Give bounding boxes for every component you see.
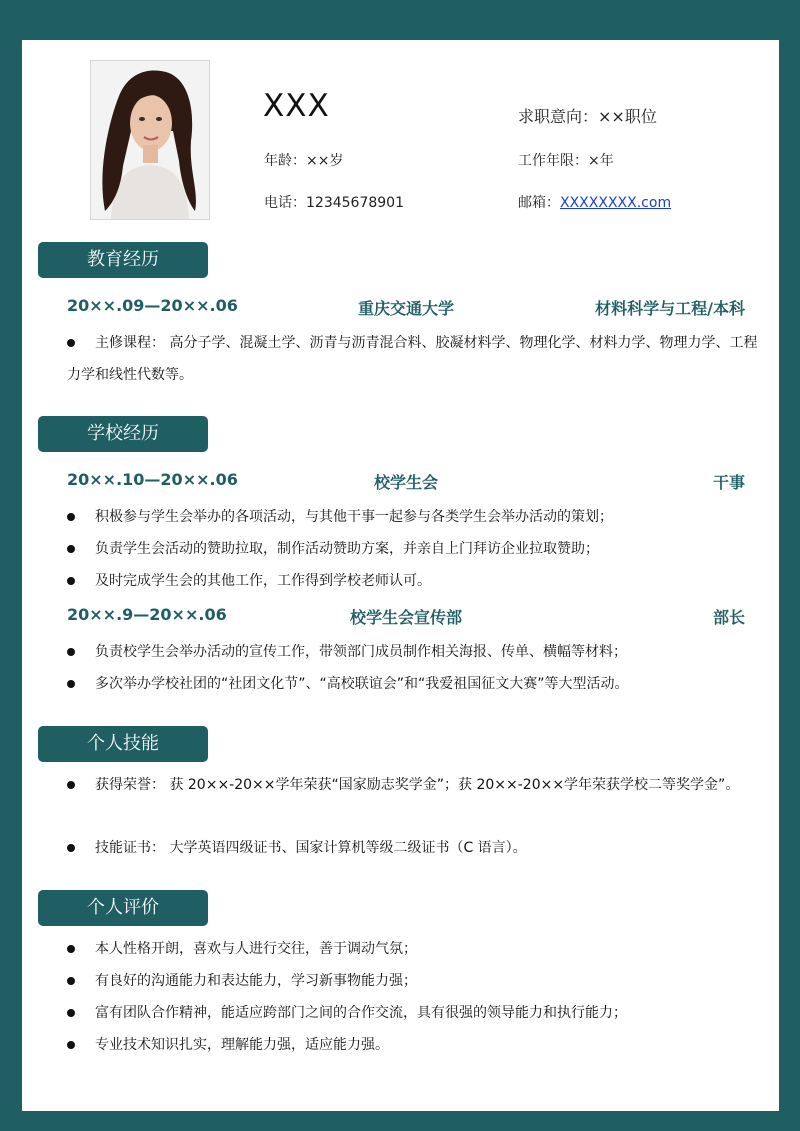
list-item: 及时完成学生会的其他工作，工作得到学校老师认可。: [67, 565, 767, 597]
list-item: 有良好的沟通能力和表达能力，学习新事物能力强；: [67, 965, 767, 997]
entry-role: 材料科学与工程/本科: [595, 299, 745, 318]
entry-role: 部长: [712, 608, 745, 627]
list-item: 主修课程： 高分子学、混凝土学、沥青与沥青混合料、胶凝材料学、物理化学、材料力学、物理力学、工程力学和线性代数等。: [67, 335, 758, 383]
entry-role: 干事: [712, 473, 745, 492]
list-item: 多次举办学校社团的“社团文化节”、“高校联谊会”和“我爱祖国征文大赛”等大型活动。: [67, 668, 767, 700]
section-header-evaluation: 个人评价: [38, 890, 208, 926]
list-item: 负责学生会活动的赞助拉取，制作活动赞助方案，并亲自上门拜访企业拉取赞助；: [67, 533, 767, 565]
list-item: 负责校学生会举办活动的宣传工作，带领部门成员制作相关海报、传单、横幅等材料；: [67, 636, 767, 668]
list-item: 本人性格开朗，喜欢与人进行交往，善于调动气氛；: [67, 933, 767, 965]
section-header-skills: 个人技能: [38, 726, 208, 762]
portrait-image: [91, 61, 209, 219]
bullet-icon: [67, 339, 75, 347]
age-field: 年龄：××岁: [264, 153, 344, 169]
entry-organization: 校学生会: [373, 473, 438, 492]
section-header-education: 教育经历: [38, 242, 208, 278]
list-item: 专业技术知识扎实，理解能力强，适应能力强。: [67, 1029, 767, 1061]
bullet-icon: [67, 945, 75, 953]
bullet-icon: [67, 545, 75, 553]
list-item: 富有团队合作精神，能适应跨部门之间的合作交流，具有很强的领导能力和执行能力；: [67, 997, 767, 1029]
entry-date: 20××.9—20××.06: [67, 605, 227, 624]
bullet-icon: [67, 513, 75, 521]
email-label: 邮箱：: [518, 195, 560, 211]
school-entry-2: [67, 605, 745, 627]
email-field: [518, 192, 671, 212]
work-years-field: 工作年限：×年: [518, 153, 614, 169]
bullet-icon: [67, 648, 75, 656]
bullet-icon: [67, 781, 75, 789]
bullet-icon: [67, 577, 75, 585]
bullet-icon: [67, 977, 75, 985]
job-intent-field: 求职意向：××职位: [518, 107, 657, 126]
bullet-icon: [67, 1009, 75, 1017]
phone-field: 电话：12345678901: [264, 195, 404, 211]
resume-page: [22, 40, 779, 1111]
candidate-name: XXX: [263, 88, 330, 124]
list-item: 获得荣誉： 获 20××-20××学年荣获“国家励志奖学金”；获 20××-20××学年荣获学校二等奖学金”。: [67, 769, 767, 801]
list-item: 积极参与学生会举办的各项活动，与其他干事一起参与各类学生会举办活动的策划；: [67, 501, 767, 533]
email-link[interactable]: XXXXXXXX.com: [560, 195, 672, 211]
bullet-icon: [67, 844, 75, 852]
entry-date: 20××.10—20××.06: [67, 470, 238, 489]
education-entry: [67, 296, 745, 318]
entry-date: 20××.09—20××.06: [67, 296, 238, 315]
bullet-icon: [67, 1041, 75, 1049]
school-entry-1: [67, 470, 745, 492]
entry-organization: 校学生会宣传部: [349, 608, 462, 627]
entry-organization: 重庆交通大学: [357, 299, 454, 318]
list-item: 技能证书： 大学英语四级证书、国家计算机等级二级证书（C 语言）。: [67, 832, 767, 864]
bullet-icon: [67, 680, 75, 688]
portrait-photo: [90, 60, 210, 220]
section-header-school: 学校经历: [38, 416, 208, 452]
